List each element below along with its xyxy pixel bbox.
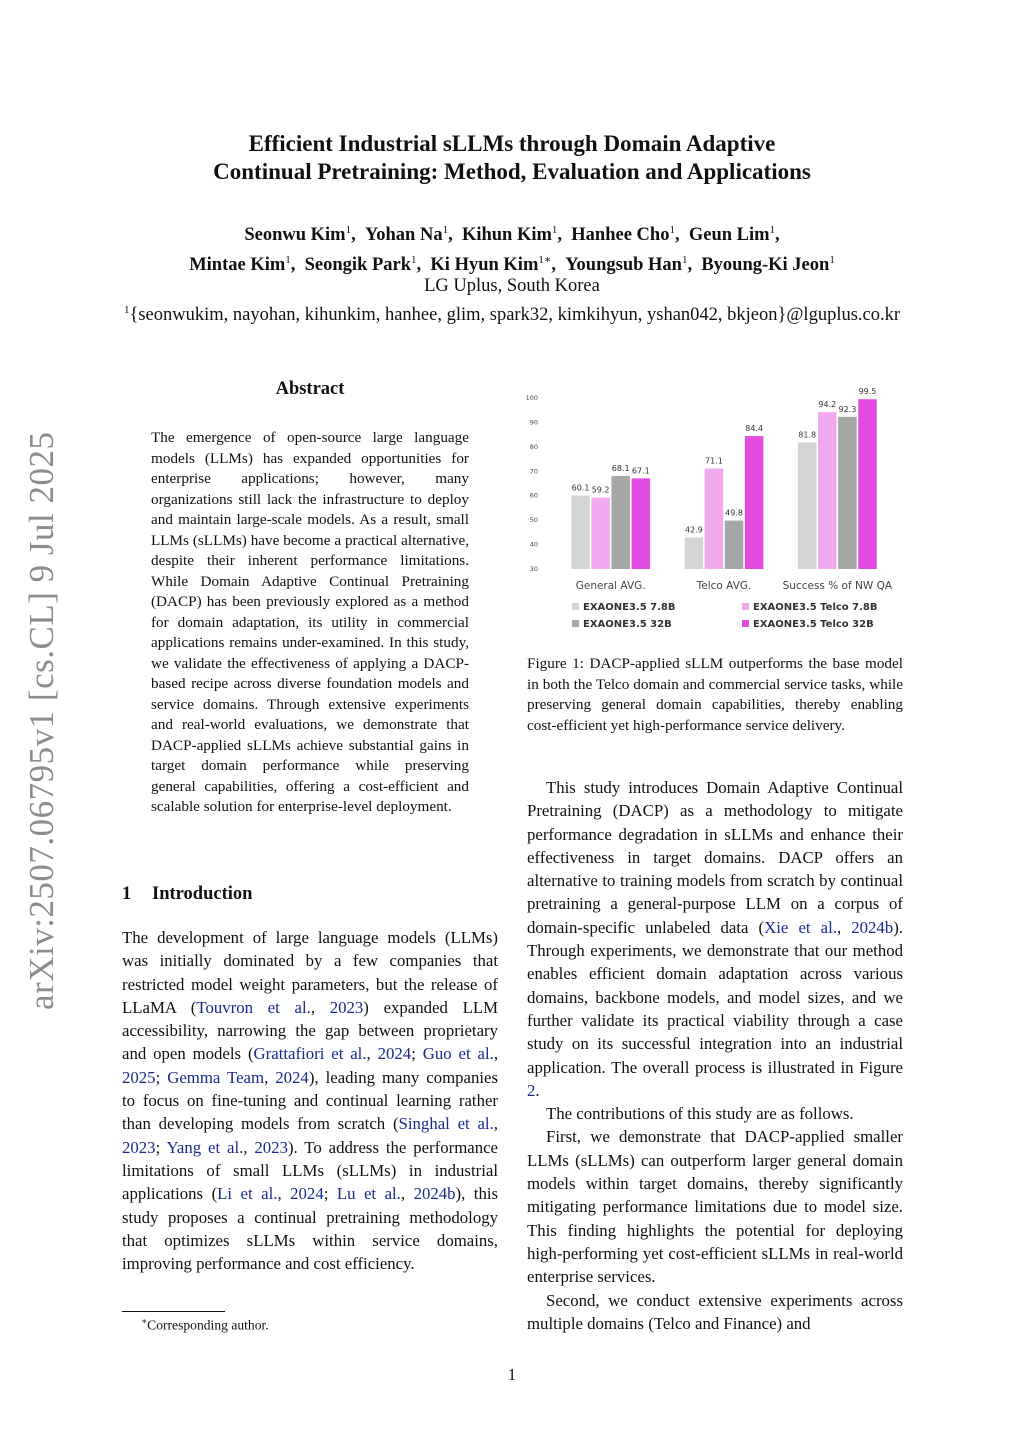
legend-label: EXAONE3.5 32B <box>583 619 672 630</box>
text-run: , <box>493 1114 498 1134</box>
section-title: Introduction <box>152 884 253 904</box>
author-name: Yohan Na <box>364 225 443 246</box>
data-label: 67.1 <box>631 466 650 476</box>
authors-line-2: Mintae Kim$^1$, Seongik Park$^1$, Ki Hyun Kim$^{1∗}$, Youngsub Han$^1$, Byoung-Ki Jeon$^1$ <box>189 254 835 276</box>
bar <box>705 469 724 569</box>
author-name: Byoung-Ki Jeon <box>701 255 830 276</box>
section-number: 1 <box>122 884 132 904</box>
paper-title <box>0 130 1024 186</box>
page-number: 1 <box>507 1365 517 1384</box>
text-run: ; <box>155 1067 168 1087</box>
text-run: This study introduces Domain Adaptive Continual Pretraining (DACP) as a methodology to mitigate performance degradation in sLLMs and enhance their effectiveness in target domains. DACP offers an alternative to training models from scratch by continual pretraining a general-purpose LLM on a corpus of domain-specific unlabeled data ( <box>527 778 903 937</box>
footnote-rule <box>122 1311 225 1312</box>
introduction-paragraph-3 <box>527 1102 903 1125</box>
citation-link[interactable]: 2024 <box>290 1184 324 1204</box>
text-run: ; <box>411 1044 423 1064</box>
y-tick-label: 60 <box>529 491 538 500</box>
citation-link[interactable]: 2024 <box>275 1067 309 1087</box>
affiliation: LG Uplus, South Korea <box>424 276 600 296</box>
text-run: , <box>400 1184 414 1204</box>
text-run: , <box>243 1137 255 1157</box>
y-axis <box>526 394 538 573</box>
text-run: , <box>277 1184 291 1204</box>
y-tick-label: 100 <box>525 394 538 402</box>
text-run: , <box>264 1067 276 1087</box>
author-name: Hanhee Cho <box>571 225 670 246</box>
footnote-text: Corresponding author. <box>147 1317 269 1333</box>
bar <box>571 495 590 569</box>
citation-link[interactable]: Li et al. <box>217 1184 278 1204</box>
author-list <box>0 218 1024 278</box>
bar <box>818 412 837 569</box>
footnote <box>141 1316 269 1334</box>
text-run: , <box>493 1044 499 1064</box>
citation-link[interactable]: 2024 <box>377 1044 412 1064</box>
text-run: ; <box>155 1137 167 1157</box>
y-tick-label: 30 <box>529 565 538 573</box>
bar <box>838 417 857 569</box>
bar <box>611 476 630 569</box>
figure-1-caption: Figure 1: DACP-applied sLLM outperforms the base model in both the Telco domain and commercial service tasks, while preserving general domain capabilities, thereby enabling cost-efficient yet high-performance service delivery. <box>527 655 903 734</box>
introduction-right-column <box>527 776 903 1335</box>
x-axis-labels <box>576 580 893 592</box>
data-label: 84.4 <box>745 424 764 434</box>
author-name: Kihun Kim <box>461 225 552 246</box>
text-run: ). Through experiments, we demonstrate that our method enables efficient domain adaptation across various domains, backbone models, and model sizes, and we further validate its practical viability through a case study on its successful integration into an industrial application. The overall process is illustrated in Figure <box>527 917 903 1077</box>
author-name: Seonwu Kim <box>244 225 346 246</box>
citation-link[interactable]: 2 <box>527 1080 536 1100</box>
data-label: 99.5 <box>858 387 877 397</box>
title-line-2: Continual Pretraining: Method, Evaluation and Applications <box>213 159 811 184</box>
data-label: 71.1 <box>705 456 723 466</box>
data-label: 60.1 <box>571 483 590 493</box>
y-tick-label: 90 <box>529 418 538 427</box>
introduction-paragraph-4 <box>527 1125 903 1288</box>
author-affiliation-mark: 1 <box>551 224 558 236</box>
email-line <box>0 298 1024 327</box>
author-affiliation-mark: 1 <box>345 224 352 236</box>
legend-swatch <box>572 603 579 610</box>
citation-link[interactable]: Touvron et al. <box>196 997 311 1017</box>
arxiv-stamp: arXiv:2507.06795v1 [cs.CL] 9 Jul 2025 <box>22 431 61 1010</box>
title-line-1: Efficient Industrial sLLMs through Domain Adaptive <box>248 131 776 156</box>
citation-link[interactable]: Guo et al. <box>422 1044 494 1064</box>
citation-link[interactable]: 2023 <box>122 1137 156 1157</box>
abstract-heading: Abstract <box>275 379 345 399</box>
data-label: 68.1 <box>611 463 630 473</box>
text-run: Second, we conduct extensive experiments across multiple domains (Telco and Finance) and <box>527 1290 903 1333</box>
text-run: , <box>836 917 852 937</box>
citation-link[interactable]: Yang et al. <box>166 1137 244 1157</box>
authors-line-1: Seonwu Kim$^1$, Yohan Na$^1$, Kihun Kim$^1$, Hanhee Cho$^1$, Geun Lim$^1$, <box>244 224 780 246</box>
abstract-text: The emergence of open-source large language models (LLMs) has expanded opportunities for enterprise applications; however, many organizations still lack the infrastructure to deploy and maintain large-scale models. As a result, small LLMs (sLLMs) have become a practical alternative, despite their inherent performance limitations. While Domain Adaptive Continual Pretraining (DACP) has been previously explored as a method for domain adaptation, its utility in commercial applications remains under-examined. In this study, we validate the effectiveness of applying a DACP-based recipe across diverse foundation models and service domains. Through extensive experiments and real-world evaluations, we demonstrate that DACP-applied sLLMs achieve substantial gains in target domain performance while preserving general capabilities, offering a cost-efficient and scalable solution for enterprise-level deployment. <box>151 429 469 815</box>
citation-link[interactable]: Singhal et al. <box>398 1114 494 1134</box>
legend-label: EXAONE3.5 Telco 32B <box>753 619 874 630</box>
citation-link[interactable]: 2023 <box>254 1137 288 1157</box>
y-tick-label: 70 <box>529 467 538 476</box>
citation-link[interactable]: 2024b <box>413 1184 456 1204</box>
citation-link[interactable]: 2024b <box>851 917 894 937</box>
author-name: Mintae Kim <box>189 255 286 276</box>
data-label: 81.8 <box>798 430 817 440</box>
text-run: , <box>310 997 330 1017</box>
author-affiliation-mark: 1 <box>669 224 675 236</box>
citation-link[interactable]: Grattafiori et al. <box>253 1044 367 1064</box>
introduction-paragraph-1 <box>122 926 498 1275</box>
bar-series <box>571 387 876 569</box>
data-label: 94.2 <box>818 400 837 410</box>
bar <box>685 537 704 569</box>
data-label: 42.9 <box>684 525 703 535</box>
legend-label: EXAONE3.5 7.8B <box>583 602 676 613</box>
introduction-paragraph-2 <box>527 776 903 1102</box>
text-run: ). To address the performance limitations of small LLMs (sLLMs) in industrial applications ( <box>122 1137 498 1204</box>
footnote-mark: ∗ <box>141 1316 148 1326</box>
y-tick-label: 50 <box>529 516 538 525</box>
author-affiliation-mark: 1 <box>411 254 417 267</box>
citation-link[interactable]: Gemma Team <box>167 1067 265 1087</box>
author-affiliation-mark: 1 <box>769 224 776 236</box>
emails: {seonwukim, nayohan, kihunkim, hanhee, glim, spark32, kimkihyun, yshan042, bkjeon}@lguplus.co.kr <box>129 305 901 326</box>
author-affiliation-mark: 1 <box>285 254 291 267</box>
section-heading-introduction <box>122 884 252 905</box>
email-superscript: 1 <box>123 304 130 316</box>
text-run: The development of large language models (LLMs) was initially dominated by a few companies that restricted model weight parameters, but the release of LLaMA ( <box>122 928 498 1017</box>
x-tick-label: Telco AVG. <box>696 580 752 592</box>
affiliation-block <box>0 274 1024 327</box>
data-label: 59.2 <box>591 485 610 495</box>
data-label: 92.3 <box>838 404 857 414</box>
x-tick-label: Success % of NW QA <box>782 580 893 592</box>
author-affiliation-mark: 1 <box>829 254 835 267</box>
text-run: ) expanded LLM accessibility, narrowing the gap between proprietary and open models ( <box>122 997 498 1064</box>
author-affiliation-mark: 1 <box>442 224 449 236</box>
author-name: Ki Hyun Kim <box>430 255 539 276</box>
text-run: ; <box>323 1184 337 1204</box>
bar <box>632 478 651 569</box>
chart-legend <box>572 602 878 630</box>
introduction-paragraph-5 <box>527 1289 903 1336</box>
introduction-left-column <box>122 926 498 1275</box>
citation-link[interactable]: 2025 <box>122 1067 156 1087</box>
figure-1-chart <box>524 384 904 646</box>
citation-link[interactable]: Xie et al. <box>764 917 837 937</box>
text-run: , <box>366 1044 378 1064</box>
author-affiliation-mark: 1∗ <box>538 254 552 267</box>
text-run: The contributions of this study are as follows. <box>546 1104 854 1124</box>
data-label: 49.8 <box>725 508 743 518</box>
legend-label: EXAONE3.5 Telco 7.8B <box>753 602 878 613</box>
text-run: . <box>535 1080 540 1100</box>
bar <box>798 442 817 569</box>
bar <box>858 399 877 569</box>
bar <box>745 436 764 569</box>
text-run: ), this study proposes a continual pretraining methodology that optimizes sLLMs within service domains, improving performance and cost efficiency. <box>122 1184 499 1274</box>
bar <box>591 498 610 569</box>
citation-link[interactable]: 2023 <box>329 997 364 1017</box>
bar <box>725 521 744 569</box>
author-affiliation-mark: 1 <box>681 254 688 267</box>
author-name: Youngsub Han <box>565 255 682 276</box>
citation-link[interactable]: Lu et al. <box>336 1184 401 1204</box>
y-tick-label: 80 <box>529 442 538 451</box>
x-tick-label: General AVG. <box>575 580 646 592</box>
legend-swatch <box>742 620 749 627</box>
text-run: First, we demonstrate that DACP-applied smaller LLMs (sLLMs) can outperform larger general domain models within target domains, thereby significantly mitigating performance limitations due to model size. This finding highlights the potential for deploying high-performing yet cost-efficient sLLMs in real-world enterprise services. <box>527 1127 903 1287</box>
author-name: Seongik Park <box>304 255 412 276</box>
text-run: ), leading many companies to focus on fine-tuning and continual learning rather than developing models from scratch ( <box>122 1067 499 1134</box>
author-name: Geun Lim <box>688 225 770 246</box>
legend-swatch <box>742 603 749 610</box>
y-tick-label: 40 <box>529 540 538 549</box>
legend-swatch <box>572 620 579 627</box>
